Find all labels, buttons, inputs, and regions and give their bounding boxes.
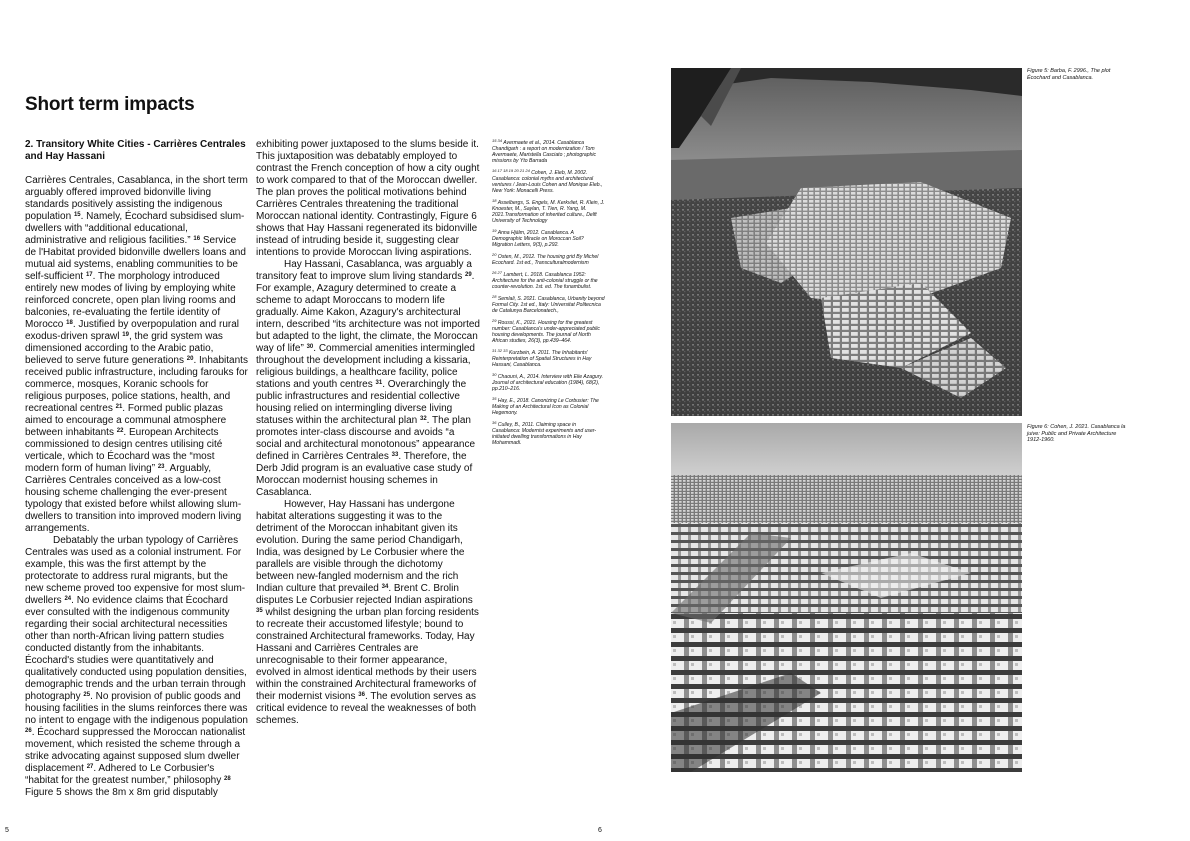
- footnotes-column: [492, 140, 605, 452]
- paragraph: Debatably the urban typology of Carrières Centrales was used as a colonial instrument. For example, this was the first attempt by the protectorate to address rural migrants, but the new scheme proved too expensive for most slum-dwellers $^{24}$. No evidence claims that Écochard ever consulted with the indigenous community regarding their social architectural necessities other than north-African living pattern studies conducted distantly from the inhabitants. Écochard's studies were quantitatively and qualitatively conducted using population densities, demographic trends and the urban terrain through photography $^{25}$. No provision of public goods and housing facilities in the slums reinforces there was no intent to engage with the indigenous population $^{26}$. Écochard suppressed the Moroccan nationalist movement, which resisted the scheme through a strike advocating against supposed slum dweller displacement $^{27}$. Adhered to Le Corbusier's “habitat for the greatest number,” philosophy $^{28}$ Figure 5 shows the 8m x 8m grid disputably: [25, 535, 248, 798]
- footnote: $^{15 34}$ Avermaete et al., 2014. Casablanca Chandigarh : a report on modernization / Tom Avermaete, Maristella Casciato ; photographic missions by Yto Barrada: [492, 138, 597, 164]
- footnote-ref: 30: [306, 344, 314, 350]
- footnote-ref: 29: [464, 272, 472, 278]
- footnote-ref: 35: [256, 608, 263, 614]
- page-number-right: 6: [598, 827, 602, 834]
- footnote-ref: 28: [224, 776, 231, 782]
- footnote: $^{19}$ Anna Hjälm, 2012. Casablanca. A Demographic Miracle on Moroccan Soil? Migration Letters, 9(3), p.292.: [492, 228, 584, 248]
- footnote-ref: 26: [25, 728, 32, 734]
- footnote: $^{35}$ Hay, E., 2018. Canonizing Le Corbusier: The Making of an Architectural Icon as Colonial Hegemony.: [492, 396, 599, 416]
- page-number-left: 5: [5, 827, 9, 834]
- footnote-ref: 16: [193, 236, 201, 242]
- footnote-ref: 34: [381, 584, 389, 590]
- footnote-ref: 25: [83, 692, 91, 698]
- footnote-ref: 19: [122, 332, 129, 338]
- footnote-ref: 33: [391, 452, 399, 458]
- footnote: $^{18}$ Asselbergs, S. Engels, M. Kerkvliet, R. Klein, J. Knoester, M., Saylan, T. Tien, R. Yang, M. 2021.Transformation of inherited culture., Delft University of Technology: [492, 198, 605, 224]
- figure-6-caption: Figure 6: Cohen, J. 2021. Casablanca la juive: Public and Private Architecture 1912-1960.: [1027, 424, 1126, 443]
- footnote: $^{26 27}$ Lambert, L. 2018. Casablanca 1952: Architecture for the anti-colonial struggle or the counter-revolution. 1st. ed. The funambulist.: [492, 270, 598, 290]
- footnote-ref: 27: [86, 764, 94, 770]
- footnote-ref: 17: [85, 272, 93, 278]
- footnote-ref: 36: [358, 692, 365, 698]
- paragraph: However, Hay Hassani has undergone habitat alterations suggesting it was to the detriment of the Moroccan inhabitant given its evolution. During the same period Chandigarh, India, was designed by Le Corbusier where the parallels are visible through the dichotomy between new-fangled modernism and the rich Indian culture that prevailed $^{34}$. Brent C. Brolin disputes Le Corbusier rejected Indian aspirations $^{35}$ whilst designing the urban plan forcing residents to recreate their accustomed lifestyle; bound to constrained Architectural frameworks. Today, Hay Hassani and Carrières Centrales are unrecognisable to their former appearance, evolved in almost identical methods by their users within the constrained Architectural frameworks of their modernist visions $^{36}$. The evolution serves as critical evidence to reveal the weaknesses of both schemes.: [256, 499, 479, 726]
- footnote-ref: 21: [115, 404, 123, 410]
- body-column-1: [25, 139, 248, 799]
- footnote-ref: 31: [375, 380, 383, 386]
- figure-5-caption: Figure 5: Barba, F. 2996., The plot Écochard and Casablanca.: [1027, 68, 1111, 81]
- figure-5-aerial-photo: [671, 68, 1022, 416]
- footnote-ref: 24: [64, 596, 72, 602]
- footnote: $^{36}$ Culley, B., 2011. Claiming space in Casablanca: Modernist experiments and user-initiated dwelling transformations in Hay Mohammadi.: [492, 420, 597, 446]
- footnote: $^{16 17 18 19 20 21 24}$ Cohen, J. Eleb, M. 2002. Casablanca: colonial myths and architectural ventures / Jean-Louis Cohen and Monique Eleb., New York: Monacelli Press.: [492, 168, 603, 194]
- footnote-ref: 23: [157, 464, 165, 470]
- body-column-2: [256, 139, 482, 727]
- footnote-ref: 18: [66, 320, 73, 326]
- footnote: $^{20}$ Osten, M., 2012. The housing grid By Michel Ecochard. 1st ed., Transculturalmodernism: [492, 252, 599, 266]
- paragraph: Carrières Centrales, Casablanca, in the short term arguably offered improved bidonville living standards positively assisting the indigenous population $^{15}$. Namely, Écochard subsidised slum-dwellers with “additional educational, administrative and religious facilities.” $^{16}$ Service de l'Habitat provided bidonville dwellers loans and mutual aid systems, enabling communities to be self-sufficient $^{17}$. The morphology introduced entirely new modes of living by employing white reinforced concrete, open plan living rooms and balconies, re-evaluating the fertile identity of Morocco $^{18}$. Justified by overpopulation and rural exodus-driven sprawl $^{19}$, the grid system was dimensioned according to the Arabic patio, believed to serve future generations $^{20}$. Inhabitants received public infrastructure, including farouks for commerce, mosques, Koranic schools for religious purposes, police stations, health, and recreational centres $^{21}$. Formed public plazas aimed to encourage a communal atmosphere between inhabitants $^{22}$. European Architects commissioned to design centres utilising cité verticale, which to Écochard was the “most modern form of human living” $^{23}$. Arguably, Carrières Centrales conceived as a low-cost housing scheme challenging the ever-present typology that existed before whilst allowing slum-dwellers to transition into improved modern living arrangements.: [25, 175, 248, 534]
- footnote: $^{31 32 33}$ Kurzbein, A. 2011. The Inhabitants' Reinterpretation of Spatial Structures in Hay Hassani, Casablanca.: [492, 348, 592, 368]
- paragraph: exhibiting power juxtaposed to the slums beside it. This juxtaposition was debatably employed to contrast the French conception of how a city ought to work compared to that of the Moroccan dweller. The plan proves the political motivations behind Carrières Centrales threatening the traditional Moroccan national identity. Contrastingly, Figure 6 shows that Hay Hassani regenerated its bidonville instead of intruding beside it, suggesting clear intentions to provide Moroccan living aspirations.: [256, 139, 480, 258]
- footnote-ref: 22: [116, 428, 124, 434]
- subheading: 2. Transitory White Cities - Carrières Centrales and Hay Hassani: [25, 139, 246, 162]
- footnote-ref: 15: [73, 212, 81, 218]
- figure-6-aerial-photo: [671, 423, 1022, 772]
- footnote: $^{28}$ Semlali, S. 2021. Casablanca, Urbanity beyond Formal City. 1st ed., Italy: Universitat Politecnica de Catalunya Barcelonatech.,: [492, 294, 605, 314]
- footnote: $^{30}$ Chaouni, A., 2014. Interview with Elie Azagury. Journal of architectural education (1984), 68(2), pp.210–216.: [492, 372, 604, 392]
- footnote-ref: 32: [419, 416, 427, 422]
- footnote-ref: 20: [186, 356, 194, 362]
- section-heading: Short term impacts: [25, 94, 195, 115]
- paragraph: Hay Hassani, Casablanca, was arguably a transitory feat to improve slum living standards $^{29}$. For example, Azagury determined to create a scheme to adapt Moroccans to modern life gradually. Aime Kakon, Azagury's architectural intern, described “its architecture was not imported but adapted to the light, the climate, the Moroccan way of life” $^{30}$. Commercial amenities intermingled throughout the development including a kissaria, religious buildings, a healthcare facility, police stations and youth centres $^{31}$. Overarchingly the public infrastructures and residential collective housing relied on intermingling diverse living statuses within the architectural plan $^{32}$. The plan promotes inter-class discourse and avoids “a social and architectural monotonous” appearance defined in Carrières Centrales $^{33}$. Therefore, the Derb Jdid program is an evaluative case study of Moroccan modernist housing schemes in Casablanca.: [256, 259, 480, 498]
- footnote: $^{29}$ Roussi, K., 2021. Housing for the greatest number: Casablanca's under-appreciated public housing developments. The journal of North African studies, 26(3), pp.439–464.: [492, 318, 600, 344]
